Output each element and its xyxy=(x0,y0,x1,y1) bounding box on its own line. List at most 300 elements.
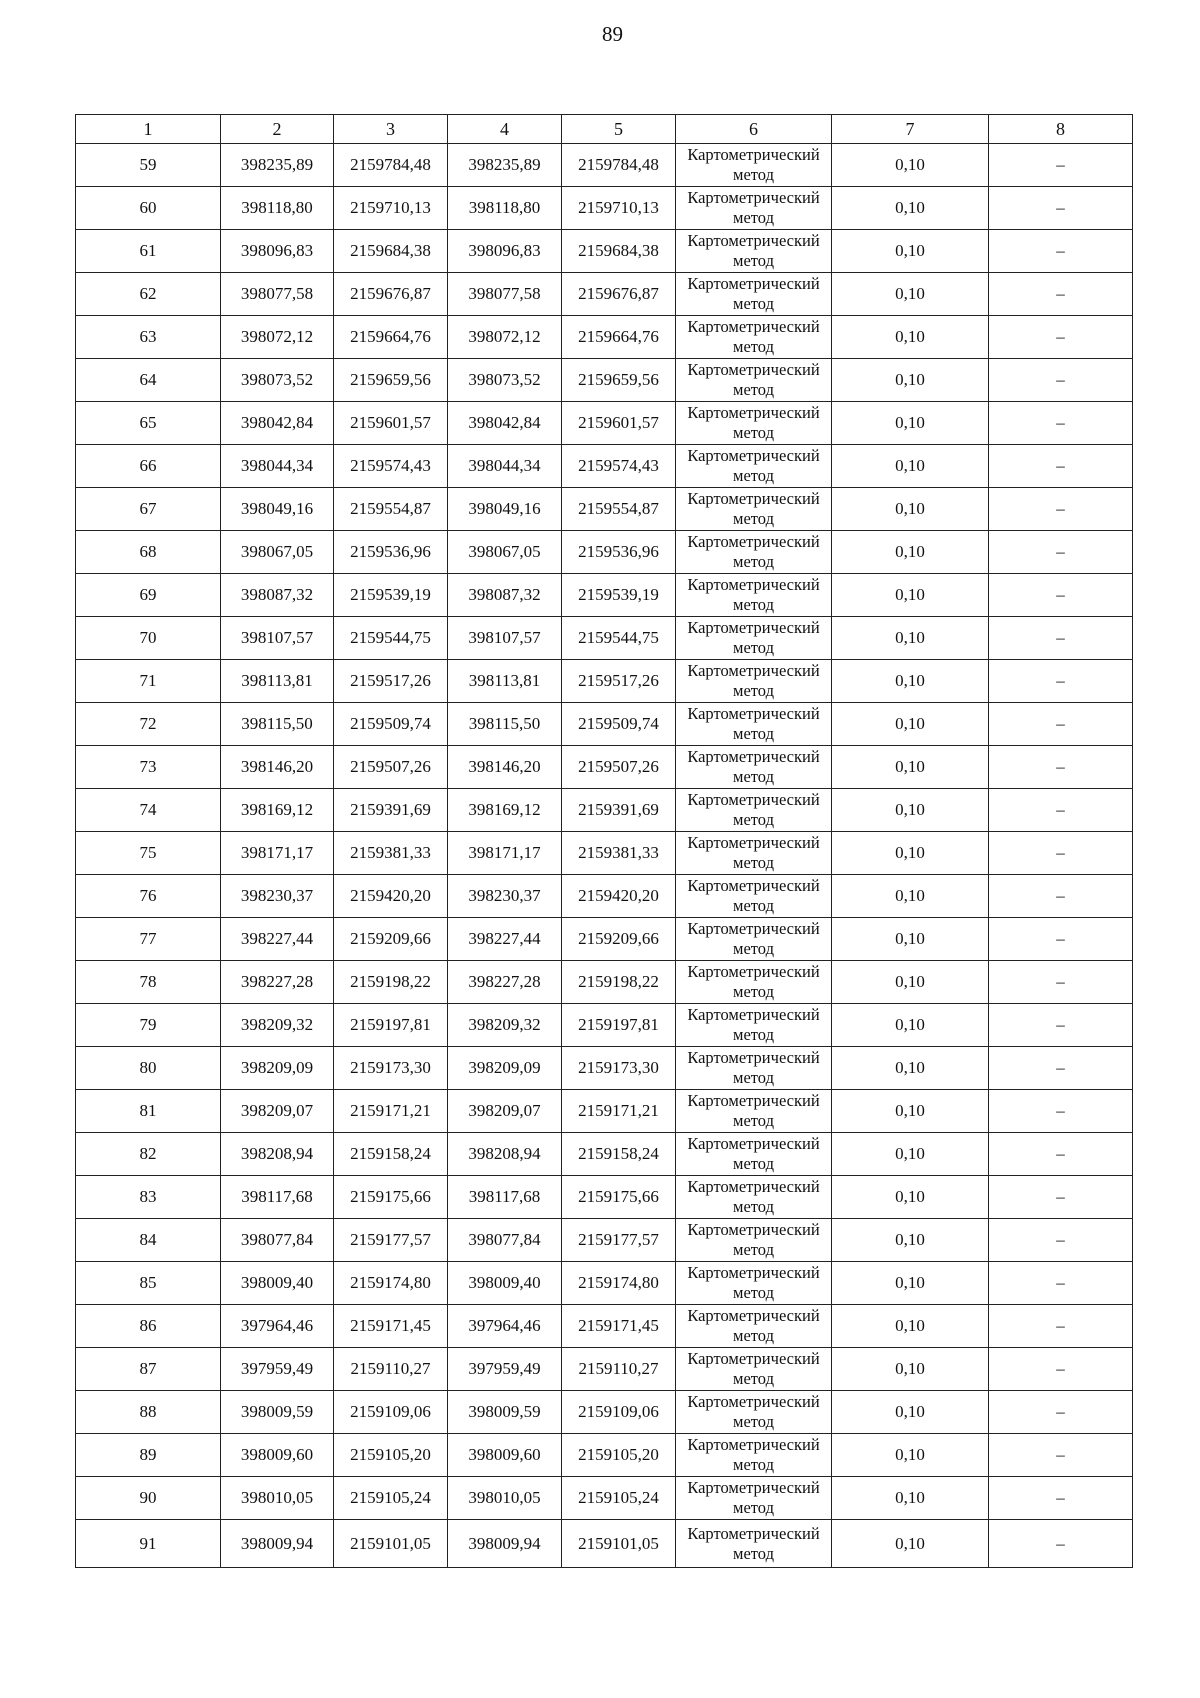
table-row xyxy=(76,1090,1133,1133)
coordinate-x-cell: 398209,07 xyxy=(448,1090,562,1133)
coordinate-y-cell: 2159381,33 xyxy=(562,832,676,875)
method-line-2: метод xyxy=(733,1326,774,1345)
coordinate-x-cell: 398227,44 xyxy=(448,918,562,961)
note-cell: – xyxy=(989,1305,1133,1348)
method-cell xyxy=(676,402,832,445)
coordinate-x-cell: 398072,12 xyxy=(221,316,334,359)
coordinate-x-cell: 398107,57 xyxy=(221,617,334,660)
coordinate-x-cell: 397964,46 xyxy=(448,1305,562,1348)
method-line-2: метод xyxy=(733,423,774,442)
coordinate-x-cell: 398209,09 xyxy=(221,1047,334,1090)
method-line-2: метод xyxy=(733,1543,774,1563)
method-line-1: Картометрический xyxy=(687,1435,820,1454)
point-number-cell: 65 xyxy=(76,402,221,445)
coordinate-y-cell: 2159381,33 xyxy=(334,832,448,875)
accuracy-cell: 0,10 xyxy=(832,574,989,617)
table-row xyxy=(76,1520,1133,1568)
coordinate-x-cell: 398115,50 xyxy=(221,703,334,746)
coordinate-y-cell: 2159198,22 xyxy=(334,961,448,1004)
point-number-cell: 89 xyxy=(76,1434,221,1477)
coordinate-y-cell: 2159710,13 xyxy=(562,187,676,230)
column-header: 3 xyxy=(334,115,448,144)
coordinate-x-cell: 397959,49 xyxy=(221,1348,334,1391)
column-header: 2 xyxy=(221,115,334,144)
coordinate-x-cell: 398073,52 xyxy=(221,359,334,402)
coordinate-y-cell: 2159171,45 xyxy=(334,1305,448,1348)
point-number-cell: 78 xyxy=(76,961,221,1004)
accuracy-cell: 0,10 xyxy=(832,918,989,961)
coordinate-y-cell: 2159198,22 xyxy=(562,961,676,1004)
coordinate-y-cell: 2159105,24 xyxy=(562,1477,676,1520)
coordinate-x-cell: 398209,07 xyxy=(221,1090,334,1133)
accuracy-cell: 0,10 xyxy=(832,1219,989,1262)
method-cell xyxy=(676,187,832,230)
method-cell xyxy=(676,617,832,660)
coordinate-x-cell: 398049,16 xyxy=(448,488,562,531)
method-line-2: метод xyxy=(733,208,774,227)
method-line-2: метод xyxy=(733,896,774,915)
coordinate-x-cell: 398146,20 xyxy=(448,746,562,789)
method-cell xyxy=(676,445,832,488)
table-row xyxy=(76,531,1133,574)
method-line-1: Картометрический xyxy=(687,188,820,207)
point-number-cell: 82 xyxy=(76,1133,221,1176)
coordinates-table xyxy=(75,114,1133,1568)
accuracy-cell: 0,10 xyxy=(832,488,989,531)
accuracy-cell: 0,10 xyxy=(832,1090,989,1133)
note-cell: – xyxy=(989,1391,1133,1434)
accuracy-cell: 0,10 xyxy=(832,1477,989,1520)
note-cell: – xyxy=(989,574,1133,617)
coordinate-y-cell: 2159197,81 xyxy=(334,1004,448,1047)
method-line-1: Картометрический xyxy=(687,833,820,852)
accuracy-cell: 0,10 xyxy=(832,1133,989,1176)
note-cell: – xyxy=(989,1047,1133,1090)
method-line-1: Картометрический xyxy=(687,1392,820,1411)
point-number-cell: 79 xyxy=(76,1004,221,1047)
coordinate-y-cell: 2159209,66 xyxy=(562,918,676,961)
coordinate-y-cell: 2159171,21 xyxy=(334,1090,448,1133)
table-row xyxy=(76,961,1133,1004)
coordinate-x-cell: 398009,59 xyxy=(221,1391,334,1434)
method-cell xyxy=(676,1348,832,1391)
point-number-cell: 83 xyxy=(76,1176,221,1219)
method-line-1: Картометрический xyxy=(687,575,820,594)
coordinate-x-cell: 398227,28 xyxy=(448,961,562,1004)
table-row xyxy=(76,359,1133,402)
coordinate-x-cell: 398169,12 xyxy=(221,789,334,832)
table-row xyxy=(76,144,1133,187)
method-cell xyxy=(676,144,832,187)
coordinate-x-cell: 398010,05 xyxy=(221,1477,334,1520)
column-header: 1 xyxy=(76,115,221,144)
method-cell xyxy=(676,1305,832,1348)
coordinate-x-cell: 398044,34 xyxy=(448,445,562,488)
coordinate-y-cell: 2159173,30 xyxy=(334,1047,448,1090)
coordinate-x-cell: 397959,49 xyxy=(448,1348,562,1391)
accuracy-cell: 0,10 xyxy=(832,531,989,574)
accuracy-cell: 0,10 xyxy=(832,359,989,402)
method-line-2: метод xyxy=(733,1197,774,1216)
coordinate-x-cell: 398009,60 xyxy=(448,1434,562,1477)
table-row xyxy=(76,230,1133,273)
point-number-cell: 70 xyxy=(76,617,221,660)
method-line-1: Картометрический xyxy=(687,489,820,508)
method-cell xyxy=(676,1262,832,1305)
method-line-2: метод xyxy=(733,982,774,1001)
note-cell: – xyxy=(989,1520,1133,1568)
point-number-cell: 84 xyxy=(76,1219,221,1262)
coordinate-y-cell: 2159684,38 xyxy=(334,230,448,273)
coordinate-x-cell: 398077,84 xyxy=(448,1219,562,1262)
point-number-cell: 63 xyxy=(76,316,221,359)
method-cell xyxy=(676,230,832,273)
accuracy-cell: 0,10 xyxy=(832,316,989,359)
coordinate-y-cell: 2159209,66 xyxy=(334,918,448,961)
accuracy-cell: 0,10 xyxy=(832,1004,989,1047)
coordinate-y-cell: 2159177,57 xyxy=(562,1219,676,1262)
accuracy-cell: 0,10 xyxy=(832,660,989,703)
coordinate-x-cell: 398044,34 xyxy=(221,445,334,488)
table-row xyxy=(76,187,1133,230)
method-cell xyxy=(676,1219,832,1262)
point-number-cell: 80 xyxy=(76,1047,221,1090)
coordinate-x-cell: 398077,58 xyxy=(221,273,334,316)
method-line-1: Картометрический xyxy=(687,1349,820,1368)
table-row xyxy=(76,1047,1133,1090)
note-cell: – xyxy=(989,918,1133,961)
method-cell xyxy=(676,1391,832,1434)
table-row xyxy=(76,832,1133,875)
coordinate-y-cell: 2159420,20 xyxy=(334,875,448,918)
coordinate-x-cell: 398171,17 xyxy=(448,832,562,875)
column-header: 4 xyxy=(448,115,562,144)
coordinate-y-cell: 2159391,69 xyxy=(334,789,448,832)
method-line-1: Картометрический xyxy=(687,618,820,637)
method-line-1: Картометрический xyxy=(687,661,820,680)
note-cell: – xyxy=(989,316,1133,359)
coordinate-x-cell: 398113,81 xyxy=(221,660,334,703)
coordinate-y-cell: 2159197,81 xyxy=(562,1004,676,1047)
coordinate-y-cell: 2159539,19 xyxy=(562,574,676,617)
method-line-2: метод xyxy=(733,337,774,356)
accuracy-cell: 0,10 xyxy=(832,1262,989,1305)
method-line-1: Картометрический xyxy=(687,1220,820,1239)
point-number-cell: 90 xyxy=(76,1477,221,1520)
accuracy-cell: 0,10 xyxy=(832,703,989,746)
coordinate-y-cell: 2159101,05 xyxy=(562,1520,676,1568)
method-cell xyxy=(676,746,832,789)
method-line-2: метод xyxy=(733,638,774,657)
method-cell xyxy=(676,531,832,574)
method-line-1: Картометрический xyxy=(687,876,820,895)
point-number-cell: 72 xyxy=(76,703,221,746)
note-cell: – xyxy=(989,402,1133,445)
coordinate-y-cell: 2159105,24 xyxy=(334,1477,448,1520)
coordinate-x-cell: 398087,32 xyxy=(221,574,334,617)
table-row xyxy=(76,1133,1133,1176)
coordinate-y-cell: 2159554,87 xyxy=(334,488,448,531)
coordinate-x-cell: 398009,60 xyxy=(221,1434,334,1477)
method-line-2: метод xyxy=(733,552,774,571)
note-cell: – xyxy=(989,832,1133,875)
table-row xyxy=(76,488,1133,531)
note-cell: – xyxy=(989,961,1133,1004)
table-row xyxy=(76,1305,1133,1348)
method-line-2: метод xyxy=(733,1498,774,1517)
method-line-1: Картометрический xyxy=(687,1091,820,1110)
method-cell xyxy=(676,488,832,531)
table-row xyxy=(76,574,1133,617)
accuracy-cell: 0,10 xyxy=(832,230,989,273)
method-line-2: метод xyxy=(733,1455,774,1474)
coordinate-y-cell: 2159554,87 xyxy=(562,488,676,531)
accuracy-cell: 0,10 xyxy=(832,832,989,875)
note-cell: – xyxy=(989,1477,1133,1520)
coordinate-x-cell: 398235,89 xyxy=(448,144,562,187)
table-row xyxy=(76,918,1133,961)
method-line-2: метод xyxy=(733,380,774,399)
method-line-1: Картометрический xyxy=(687,145,820,164)
coordinate-y-cell: 2159391,69 xyxy=(562,789,676,832)
method-line-2: метод xyxy=(733,1412,774,1431)
note-cell: – xyxy=(989,1262,1133,1305)
accuracy-cell: 0,10 xyxy=(832,1520,989,1568)
method-line-1: Картометрический xyxy=(687,360,820,379)
accuracy-cell: 0,10 xyxy=(832,273,989,316)
note-cell: – xyxy=(989,187,1133,230)
coordinate-y-cell: 2159601,57 xyxy=(334,402,448,445)
coordinate-x-cell: 398209,32 xyxy=(221,1004,334,1047)
point-number-cell: 64 xyxy=(76,359,221,402)
coordinate-y-cell: 2159507,26 xyxy=(562,746,676,789)
method-cell xyxy=(676,1477,832,1520)
method-cell xyxy=(676,273,832,316)
note-cell: – xyxy=(989,746,1133,789)
method-line-1: Картометрический xyxy=(687,1478,820,1497)
note-cell: – xyxy=(989,1434,1133,1477)
coordinate-x-cell: 398227,44 xyxy=(221,918,334,961)
table-row xyxy=(76,1348,1133,1391)
note-cell: – xyxy=(989,1176,1133,1219)
table-row xyxy=(76,660,1133,703)
method-line-1: Картометрический xyxy=(687,1134,820,1153)
note-cell: – xyxy=(989,531,1133,574)
column-header: 8 xyxy=(989,115,1133,144)
coordinate-y-cell: 2159171,45 xyxy=(562,1305,676,1348)
note-cell: – xyxy=(989,617,1133,660)
method-line-1: Картометрический xyxy=(687,1048,820,1067)
method-line-1: Картометрический xyxy=(687,1177,820,1196)
note-cell: – xyxy=(989,1348,1133,1391)
column-header: 5 xyxy=(562,115,676,144)
coordinate-x-cell: 398009,59 xyxy=(448,1391,562,1434)
accuracy-cell: 0,10 xyxy=(832,1391,989,1434)
method-line-1: Картометрический xyxy=(687,747,820,766)
method-line-1: Картометрический xyxy=(687,231,820,250)
coordinate-y-cell: 2159175,66 xyxy=(562,1176,676,1219)
point-number-cell: 67 xyxy=(76,488,221,531)
table-row xyxy=(76,1262,1133,1305)
coordinate-y-cell: 2159158,24 xyxy=(562,1133,676,1176)
accuracy-cell: 0,10 xyxy=(832,1434,989,1477)
table-row xyxy=(76,875,1133,918)
method-line-1: Картометрический xyxy=(687,962,820,981)
coordinate-x-cell: 398117,68 xyxy=(221,1176,334,1219)
point-number-cell: 62 xyxy=(76,273,221,316)
method-cell xyxy=(676,359,832,402)
coordinate-x-cell: 398042,84 xyxy=(448,402,562,445)
coordinate-y-cell: 2159601,57 xyxy=(562,402,676,445)
method-cell xyxy=(676,703,832,746)
coordinate-x-cell: 398208,94 xyxy=(448,1133,562,1176)
coordinate-y-cell: 2159173,30 xyxy=(562,1047,676,1090)
point-number-cell: 86 xyxy=(76,1305,221,1348)
coordinate-y-cell: 2159664,76 xyxy=(562,316,676,359)
coordinate-x-cell: 398042,84 xyxy=(221,402,334,445)
point-number-cell: 81 xyxy=(76,1090,221,1133)
accuracy-cell: 0,10 xyxy=(832,875,989,918)
method-line-1: Картометрический xyxy=(687,1306,820,1325)
point-number-cell: 60 xyxy=(76,187,221,230)
note-cell: – xyxy=(989,1004,1133,1047)
method-cell xyxy=(676,832,832,875)
coordinate-y-cell: 2159177,57 xyxy=(334,1219,448,1262)
accuracy-cell: 0,10 xyxy=(832,1348,989,1391)
method-cell xyxy=(676,316,832,359)
coordinate-y-cell: 2159175,66 xyxy=(334,1176,448,1219)
method-line-2: метод xyxy=(733,724,774,743)
coordinate-y-cell: 2159105,20 xyxy=(562,1434,676,1477)
page-number: 89 xyxy=(602,22,623,46)
coordinate-y-cell: 2159684,38 xyxy=(562,230,676,273)
coordinate-y-cell: 2159676,87 xyxy=(334,273,448,316)
coordinate-y-cell: 2159544,75 xyxy=(562,617,676,660)
table-row xyxy=(76,1434,1133,1477)
note-cell: – xyxy=(989,273,1133,316)
method-line-1: Картометрический xyxy=(687,1005,820,1024)
method-cell xyxy=(676,918,832,961)
coordinate-x-cell: 398115,50 xyxy=(448,703,562,746)
method-line-2: метод xyxy=(733,853,774,872)
coordinate-x-cell: 398171,17 xyxy=(221,832,334,875)
point-number-cell: 87 xyxy=(76,1348,221,1391)
accuracy-cell: 0,10 xyxy=(832,1176,989,1219)
method-cell xyxy=(676,1434,832,1477)
method-line-2: метод xyxy=(733,1240,774,1259)
coordinate-y-cell: 2159109,06 xyxy=(334,1391,448,1434)
coordinate-x-cell: 398230,37 xyxy=(221,875,334,918)
coordinate-x-cell: 398096,83 xyxy=(221,230,334,273)
point-number-cell: 74 xyxy=(76,789,221,832)
accuracy-cell: 0,10 xyxy=(832,1305,989,1348)
table-row xyxy=(76,703,1133,746)
method-line-1: Картометрический xyxy=(687,317,820,336)
note-cell: – xyxy=(989,1090,1133,1133)
coordinate-y-cell: 2159517,26 xyxy=(562,660,676,703)
note-cell: – xyxy=(989,703,1133,746)
method-line-1: Картометрический xyxy=(687,403,820,422)
point-number-cell: 85 xyxy=(76,1262,221,1305)
accuracy-cell: 0,10 xyxy=(832,746,989,789)
accuracy-cell: 0,10 xyxy=(832,961,989,1004)
coordinate-x-cell: 398096,83 xyxy=(448,230,562,273)
method-line-1: Картометрический xyxy=(687,532,820,551)
method-line-1: Картометрический xyxy=(687,790,820,809)
method-cell xyxy=(676,961,832,1004)
coordinate-y-cell: 2159171,21 xyxy=(562,1090,676,1133)
point-number-cell: 71 xyxy=(76,660,221,703)
coordinate-x-cell: 398009,40 xyxy=(221,1262,334,1305)
note-cell: – xyxy=(989,445,1133,488)
coordinate-x-cell: 398118,80 xyxy=(221,187,334,230)
coordinate-x-cell: 398208,94 xyxy=(221,1133,334,1176)
method-cell xyxy=(676,1176,832,1219)
method-cell xyxy=(676,1133,832,1176)
coordinate-x-cell: 398067,05 xyxy=(448,531,562,574)
coordinate-y-cell: 2159544,75 xyxy=(334,617,448,660)
method-cell xyxy=(676,660,832,703)
method-line-1: Картометрический xyxy=(687,446,820,465)
coordinate-x-cell: 398049,16 xyxy=(221,488,334,531)
method-line-2: метод xyxy=(733,1068,774,1087)
coordinate-y-cell: 2159659,56 xyxy=(562,359,676,402)
table-row xyxy=(76,1391,1133,1434)
point-number-cell: 75 xyxy=(76,832,221,875)
method-line-2: метод xyxy=(733,1369,774,1388)
method-line-2: метод xyxy=(733,466,774,485)
coordinate-y-cell: 2159109,06 xyxy=(562,1391,676,1434)
coordinate-y-cell: 2159536,96 xyxy=(562,531,676,574)
coordinate-x-cell: 398010,05 xyxy=(448,1477,562,1520)
coordinate-y-cell: 2159105,20 xyxy=(334,1434,448,1477)
table-row xyxy=(76,789,1133,832)
method-line-2: метод xyxy=(733,939,774,958)
coordinate-x-cell: 398107,57 xyxy=(448,617,562,660)
coordinate-x-cell: 398235,89 xyxy=(221,144,334,187)
table-row xyxy=(76,746,1133,789)
note-cell: – xyxy=(989,789,1133,832)
method-line-2: метод xyxy=(733,595,774,614)
method-line-2: метод xyxy=(733,1283,774,1302)
method-line-2: метод xyxy=(733,767,774,786)
method-cell xyxy=(676,1090,832,1133)
coordinate-x-cell: 398146,20 xyxy=(221,746,334,789)
coordinate-y-cell: 2159509,74 xyxy=(334,703,448,746)
table-row xyxy=(76,617,1133,660)
point-number-cell: 68 xyxy=(76,531,221,574)
coordinate-x-cell: 398073,52 xyxy=(448,359,562,402)
table-row xyxy=(76,1477,1133,1520)
coordinate-x-cell: 398072,12 xyxy=(448,316,562,359)
method-cell xyxy=(676,875,832,918)
method-line-2: метод xyxy=(733,1111,774,1130)
coordinate-y-cell: 2159574,43 xyxy=(334,445,448,488)
coordinate-y-cell: 2159507,26 xyxy=(334,746,448,789)
method-line-2: метод xyxy=(733,165,774,184)
coordinate-y-cell: 2159174,80 xyxy=(334,1262,448,1305)
coordinate-y-cell: 2159574,43 xyxy=(562,445,676,488)
table-row xyxy=(76,402,1133,445)
coordinate-y-cell: 2159710,13 xyxy=(334,187,448,230)
coordinate-x-cell: 398227,28 xyxy=(221,961,334,1004)
coordinate-y-cell: 2159420,20 xyxy=(562,875,676,918)
coordinate-x-cell: 398209,09 xyxy=(448,1047,562,1090)
note-cell: – xyxy=(989,230,1133,273)
coordinate-y-cell: 2159174,80 xyxy=(562,1262,676,1305)
accuracy-cell: 0,10 xyxy=(832,144,989,187)
method-cell xyxy=(676,1047,832,1090)
